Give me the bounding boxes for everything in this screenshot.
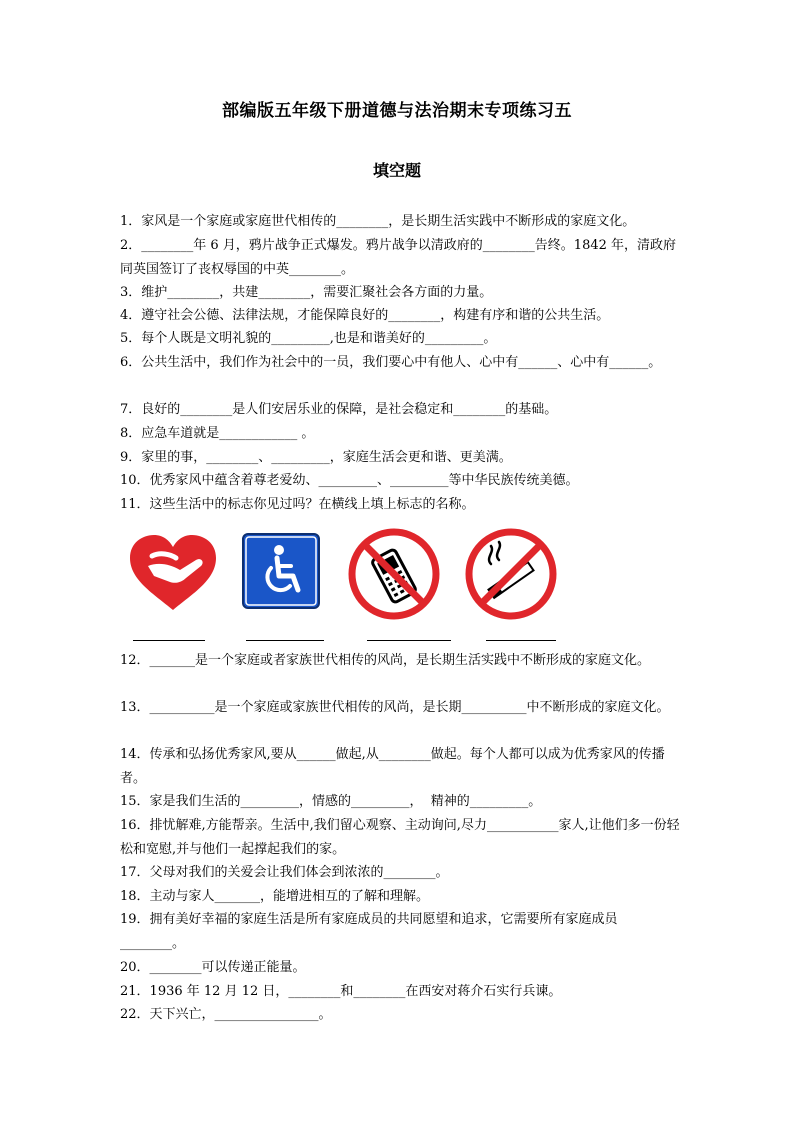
question-16: 16．排忧解难,方能帮亲。生活中,我们留心观察、主动询问,尽力___________家人,让他们多一份轻松和宽慰,并与他们一起撑起我们的家。	[120, 818, 680, 857]
question-9: 9．家里的事，________、_________，家庭生活会更和谐、更美满。	[120, 450, 512, 465]
question-3: 3．维护________，共建________，需要汇聚社会各方面的力量。	[120, 285, 493, 300]
question-13: 13．__________是一个家庭或家族世代相传的风尚，是长期__________中不断形成的家庭文化。	[120, 700, 670, 715]
heart-hand-icon	[124, 530, 222, 614]
question-1: 1．家风是一个家庭或家庭世代相传的________，是长期生活实践中不断形成的家庭文化。	[120, 214, 636, 229]
question-15: 15．家是我们生活的_________，情感的_________， 精神的_________。	[120, 794, 542, 809]
question-22: 22．天下兴亡，________________。	[120, 1007, 332, 1022]
wheelchair-icon	[241, 532, 321, 610]
question-14: 14．传承和弘扬优秀家风,要从______做起,从________做起。每个人都可以成为优秀家风的传播者。	[120, 747, 665, 786]
question-5: 5．每个人既是文明礼貌的_________,也是和谐美好的_________。	[120, 331, 497, 346]
question-21: 21．1936 年 12 月 12 日，________和________在西安对蒋介石实行兵谏。	[120, 984, 562, 999]
question-11: 11．这些生活中的标志你见过吗？在横线上填上标志的名称。	[120, 497, 475, 512]
question-17: 17．父母对我们的关爱会让我们体会到浓浓的________。	[120, 865, 449, 880]
question-12: 12．_______是一个家庭或者家族世代相传的风尚，是长期生活实践中不断形成的家庭文化。	[120, 653, 651, 668]
answer-blank-3[interactable]	[367, 640, 451, 641]
question-6: 6．公共生活中，我们作为社会中的一员，我们要心中有他人、心中有______、心中有______。	[120, 355, 662, 370]
question-2: 2．________年 6 月，鸦片战争正式爆发。鸦片战争以清政府的________告终。1842 年，清政府同英国签订了丧权辱国的中英________。	[120, 238, 677, 277]
answer-blank-4[interactable]	[486, 640, 556, 641]
answer-blank-2[interactable]	[246, 640, 324, 641]
page-title: 部编版五年级下册道德与法治期末专项练习五	[222, 101, 572, 121]
question-8: 8．应急车道就是____________ 。	[120, 426, 315, 441]
question-20: 20．________可以传递正能量。	[120, 960, 306, 975]
question-4: 4．遵守社会公德、法律法规，才能保障良好的________，构建有序和谐的公共生活。	[120, 308, 610, 323]
sign-answer-blanks	[120, 628, 680, 644]
question-19: 19．拥有美好幸福的家庭生活是所有家庭成员的共同愿望和追求，它需要所有家庭成员________。	[120, 912, 618, 951]
sign-images	[120, 528, 680, 618]
no-phone-icon	[348, 528, 440, 620]
section-title: 填空题	[372, 161, 421, 180]
answer-blank-1[interactable]	[133, 640, 205, 641]
question-7: 7．良好的________是人们安居乐业的保障，是社会稳定和________的基础。	[120, 402, 558, 417]
question-10: 10．优秀家风中蕴含着尊老爱幼、_________、_________等中华民族传统美德。	[120, 473, 579, 488]
question-18: 18．主动与家人_______，能增进相互的了解和理解。	[120, 889, 430, 904]
no-smoking-icon	[465, 528, 557, 620]
